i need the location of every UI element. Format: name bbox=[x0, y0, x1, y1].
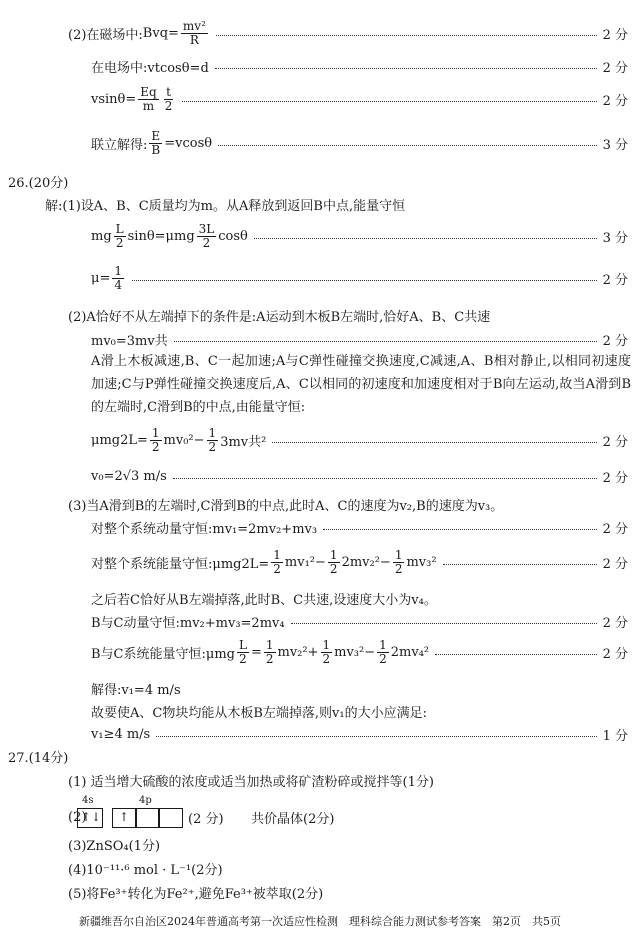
score: 2 分 bbox=[602, 27, 628, 43]
score: 2 分 bbox=[602, 556, 628, 572]
fraction: $\frac{L}{2}$ bbox=[115, 221, 124, 250]
q27-answer-5: (5)将Fe³⁺转化为Fe²⁺,避免Fe³⁺被萃取(2分) bbox=[68, 886, 324, 902]
orbital-4p-electron: ↑ bbox=[119, 810, 130, 824]
q26-part3-energy: 对整个系统能量守恒:μmg2L= $\frac{1}{2}$ mv₁²− $\frac{1}{2}$ 2mv₂²− $\frac{1}{2}$ mv₃² 2 分 bbox=[91, 547, 628, 576]
leader-dots bbox=[215, 68, 597, 69]
score: 2 分 bbox=[602, 434, 628, 450]
fraction: $\frac{1}{2}$ bbox=[208, 425, 217, 454]
score: 2 分 bbox=[602, 60, 628, 76]
leader-dots bbox=[173, 478, 597, 479]
fraction: $\frac{1}{2}$ bbox=[394, 547, 403, 576]
fraction: $\frac{1}{2}$ bbox=[329, 547, 338, 576]
q26-part2-momentum: mv₀=3mv共 2 分 bbox=[91, 329, 628, 349]
leader-dots bbox=[254, 238, 597, 239]
q26-part2-v0: v₀=2√3 m/s 2 分 bbox=[91, 468, 628, 486]
orbital-4p-box-1 bbox=[112, 808, 137, 828]
orbital-4s-electrons: ↑↓ bbox=[81, 810, 102, 824]
leader-dots bbox=[174, 341, 597, 342]
leader-dots bbox=[132, 280, 597, 281]
q26-part3-after: 之后若C恰好从B左端掉落,此时B、C共速,设速度大小为v₄。 bbox=[91, 592, 437, 608]
orbital-4p-label: 4p bbox=[139, 795, 152, 806]
score: 2 分 bbox=[602, 272, 628, 288]
leader-dots bbox=[216, 35, 597, 36]
q26-part3-momentum: 对整个系统动量守恒:mv₁=2mv₂+mv₃ 2 分 bbox=[91, 517, 628, 537]
fraction: $\frac{Eq}{m}$ bbox=[140, 84, 157, 113]
line-magnetic bbox=[68, 20, 628, 46]
leader-dots bbox=[272, 442, 596, 443]
q27-answer-3: (3)ZnSO₄(1分) bbox=[68, 838, 161, 854]
fraction: $\frac{L}{2}$ bbox=[238, 637, 247, 666]
leader-dots bbox=[291, 623, 597, 624]
leader-dots bbox=[443, 564, 597, 565]
score: 3 分 bbox=[602, 230, 628, 246]
q26-part3-final: v₁≥4 m/s 1 分 bbox=[91, 726, 628, 744]
q27-answer-2-label: (2) bbox=[68, 809, 87, 825]
q26-header: 26.(20分) bbox=[8, 175, 69, 191]
leader-dots bbox=[182, 101, 596, 102]
electric-eq: 在电场中:vtcosθ=d bbox=[91, 60, 209, 76]
q27-answer-4: (4)10⁻¹¹·⁶ mol · L⁻¹(2分) bbox=[68, 862, 223, 878]
score: 2 分 bbox=[602, 470, 628, 486]
line-vsin bbox=[91, 84, 628, 114]
fraction: $\frac{\text{mv²}}{R}$ bbox=[182, 18, 206, 47]
q27-answer-1: (1) 适当增大硫酸的浓度或适当加热或将矿渣粉碎或搅拌等(1分) bbox=[68, 774, 434, 790]
score: 2 分 bbox=[602, 521, 628, 537]
score: 1 分 bbox=[602, 728, 628, 744]
fraction: $\frac{E}{B}$ bbox=[151, 128, 161, 157]
q26-eq-mu: μ= $\frac{1}{4}$ 2 分 bbox=[91, 263, 628, 292]
vsin-lhs: vsinθ= bbox=[91, 91, 137, 107]
leader-dots bbox=[435, 654, 596, 655]
q26-part2-intro: (2)A恰好不从左端掉下的条件是:A运动到木板B左端时,恰好A、B、C共速 bbox=[68, 309, 491, 325]
leader-dots bbox=[156, 736, 596, 737]
score: 3 分 bbox=[602, 137, 628, 153]
q26-part2-energy: μmg2L= $\frac{1}{2}$ mv₀²− $\frac{1}{2}$ 3mv共² 2 分 bbox=[91, 425, 628, 454]
fraction: $\frac{1}{2}$ bbox=[265, 637, 274, 666]
combined-rhs: =vcosθ bbox=[164, 135, 213, 151]
orbital-4s-label: 4s bbox=[82, 795, 94, 806]
q26-part3-bc-momentum: B与C动量守恒:mv₂+mv₃=2mv₄ 2 分 bbox=[91, 611, 628, 631]
orbital-4p-box-2 bbox=[135, 808, 160, 828]
page-footer: 新疆维吾尔自治区2024年普通高考第一次适应性检测 理科综合能力测试参考答案 第2页 共5页 bbox=[79, 915, 561, 928]
combined-label: 联立解得: bbox=[91, 137, 148, 153]
q26-intro: 解:(1)设A、B、C质量均为m。从A释放到返回B中点,能量守恒 bbox=[45, 198, 406, 214]
score: 2 分 bbox=[602, 93, 628, 109]
fraction: $\frac{1}{2}$ bbox=[151, 425, 160, 454]
q26-part3-intro: (3)当A滑到B的左端时,C滑到B的中点,此时A、C的速度为v₂,B的速度为v₃。 bbox=[68, 498, 504, 514]
magnetic-eq-lhs: Bvq= bbox=[142, 25, 179, 41]
q27-answer-2-extra: 共价晶体(2分) bbox=[251, 811, 335, 827]
fraction: $\frac{1}{4}$ bbox=[114, 263, 122, 292]
fraction: $\frac{1}{2}$ bbox=[273, 547, 281, 576]
magnetic-label: (2)在磁场中: bbox=[68, 27, 143, 43]
q26-part3-condition: 故要使A、C物块均能从木板B左端掉落,则v₁的大小应满足: bbox=[91, 705, 427, 721]
fraction: $\frac{t}{2}$ bbox=[164, 84, 173, 113]
orbital-4p-box-3 bbox=[158, 808, 183, 828]
fraction: $\frac{1}{2}$ bbox=[379, 637, 387, 666]
leader-dots bbox=[323, 529, 597, 530]
q26-part3-bc-energy: B与C系统能量守恒:μmg $\frac{L}{2}$ = $\frac{1}{2}$ mv₂²+ $\frac{1}{2}$ mv₃²− $\frac{1}{2}$ 2mv₄² 2 分 bbox=[91, 637, 628, 666]
fraction: $\frac{3L}{2}$ bbox=[198, 221, 215, 250]
line-combined bbox=[91, 128, 628, 158]
q26-part3-solve: 解得:v₁=4 m/s bbox=[91, 682, 181, 698]
q26-part2-paragraph: A滑上木板减速,B、C一起加速;A与C弹性碰撞交换速度,C减速,A、B相对静止,以相同初速度加速;C与P弹性碰撞交换速度后,A、C以相同的初速度和加速度相对于B向左运动,故当A滑到B的左端时,C滑到B的中点,由能量守恒: bbox=[91, 354, 631, 415]
leader-dots bbox=[218, 145, 597, 146]
q27-header: 27.(14分) bbox=[8, 750, 69, 766]
q27-answer-2-score: (2 分) bbox=[188, 811, 224, 827]
score: 2 分 bbox=[602, 333, 628, 349]
score: 2 分 bbox=[602, 646, 628, 662]
fraction: $\frac{1}{2}$ bbox=[322, 637, 331, 666]
line-electric bbox=[91, 56, 628, 76]
orbital-4s-box bbox=[77, 808, 103, 828]
q26-eq-energy: mg $\frac{L}{2}$ sinθ=μmg $\frac{3L}{2}$ cosθ 3 分 bbox=[91, 221, 628, 250]
score: 2 分 bbox=[602, 615, 628, 631]
